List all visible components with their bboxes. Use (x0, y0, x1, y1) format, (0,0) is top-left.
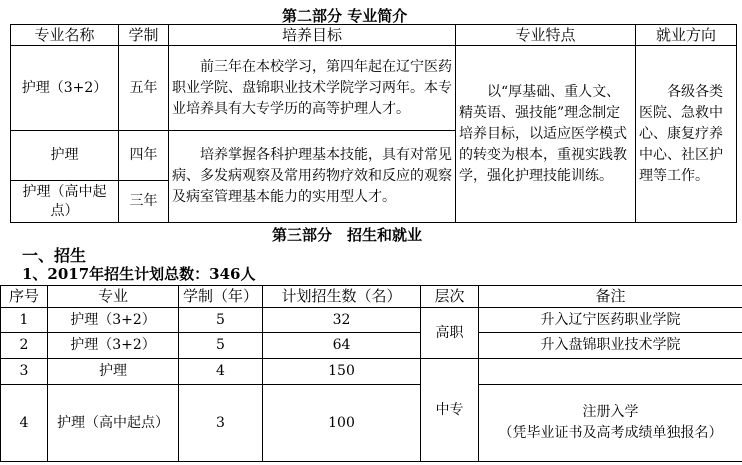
header-cell: 序号 (1, 286, 48, 308)
major: 护理（3+2） (48, 333, 179, 359)
level: 中专 (421, 359, 479, 462)
row-number: 1 (1, 308, 48, 333)
table-header-row (11, 25, 737, 46)
note: 注册入学 （凭毕业证书及高考成绩单独报名） (479, 385, 742, 462)
duration: 四年 (119, 131, 169, 181)
header-cell: 学制 (119, 25, 169, 46)
duration: 五年 (119, 46, 169, 131)
note: 升入盘锦职业技术学院 (479, 333, 742, 359)
section-heading: 一、招生 (22, 246, 87, 265)
table-header-row (1, 286, 742, 308)
years: 4 (179, 359, 263, 385)
major-name: 护理 (11, 131, 119, 181)
employment-direction: 各级各类医院、急救中心、康复疗养中心、社区护理等工作。 (636, 46, 737, 223)
major-name: 护理（高中起点） (11, 181, 119, 223)
enrollment-plan-table (0, 285, 742, 462)
table-row (11, 46, 737, 131)
part3-title: 第三部分 招生和就业 (272, 226, 423, 244)
major-intro-table (10, 24, 737, 223)
part2-title: 第二部分 专业简介 (282, 7, 408, 25)
major-features: 以“厚基础、重人文、精英语、强技能”理念制定培养目标，以适应医学模式的转变为根本，重视实践教学，强化护理技能训练。 (456, 46, 636, 223)
table-row (1, 385, 742, 462)
years: 5 (179, 333, 263, 359)
table-row (1, 359, 742, 385)
planned-count: 100 (263, 385, 421, 462)
header-cell: 就业方向 (636, 25, 737, 46)
major: 护理 (48, 359, 179, 385)
planned-count: 150 (263, 359, 421, 385)
note (479, 359, 742, 385)
major: 护理（3+2） (48, 308, 179, 333)
years: 3 (179, 385, 263, 462)
duration: 三年 (119, 181, 169, 223)
training-goal: 前三年在本校学习，第四年起在辽宁医药职业学院、盘锦职业技术学院学习两年。本专业培养具有大专学历的高等护理人才。 (169, 46, 456, 131)
planned-count: 32 (263, 308, 421, 333)
subsection-heading: 1、2017年招生计划总数：346人 (22, 265, 256, 283)
header-cell: 培养目标 (169, 25, 456, 46)
row-number: 3 (1, 359, 48, 385)
training-goal: 培养掌握各科护理基本技能，具有对常见病、多发病观察及常用药物疗效和反应的观察及病室管理基本能力的实用型人才。 (169, 131, 456, 223)
header-cell: 层次 (421, 286, 479, 308)
years: 5 (179, 308, 263, 333)
header-cell: 备注 (479, 286, 742, 308)
planned-count: 64 (263, 333, 421, 359)
header-cell: 专业 (48, 286, 179, 308)
major-name: 护理（3+2） (11, 46, 119, 131)
table-row (1, 308, 742, 333)
major: 护理（高中起点） (48, 385, 179, 462)
header-cell: 专业特点 (456, 25, 636, 46)
header-cell: 计划招生数（名） (263, 286, 421, 308)
level: 高职 (421, 308, 479, 359)
table-row (1, 333, 742, 359)
header-cell: 学制（年） (179, 286, 263, 308)
row-number: 4 (1, 385, 48, 462)
header-cell: 专业名称 (11, 25, 119, 46)
note: 升入辽宁医药职业学院 (479, 308, 742, 333)
row-number: 2 (1, 333, 48, 359)
